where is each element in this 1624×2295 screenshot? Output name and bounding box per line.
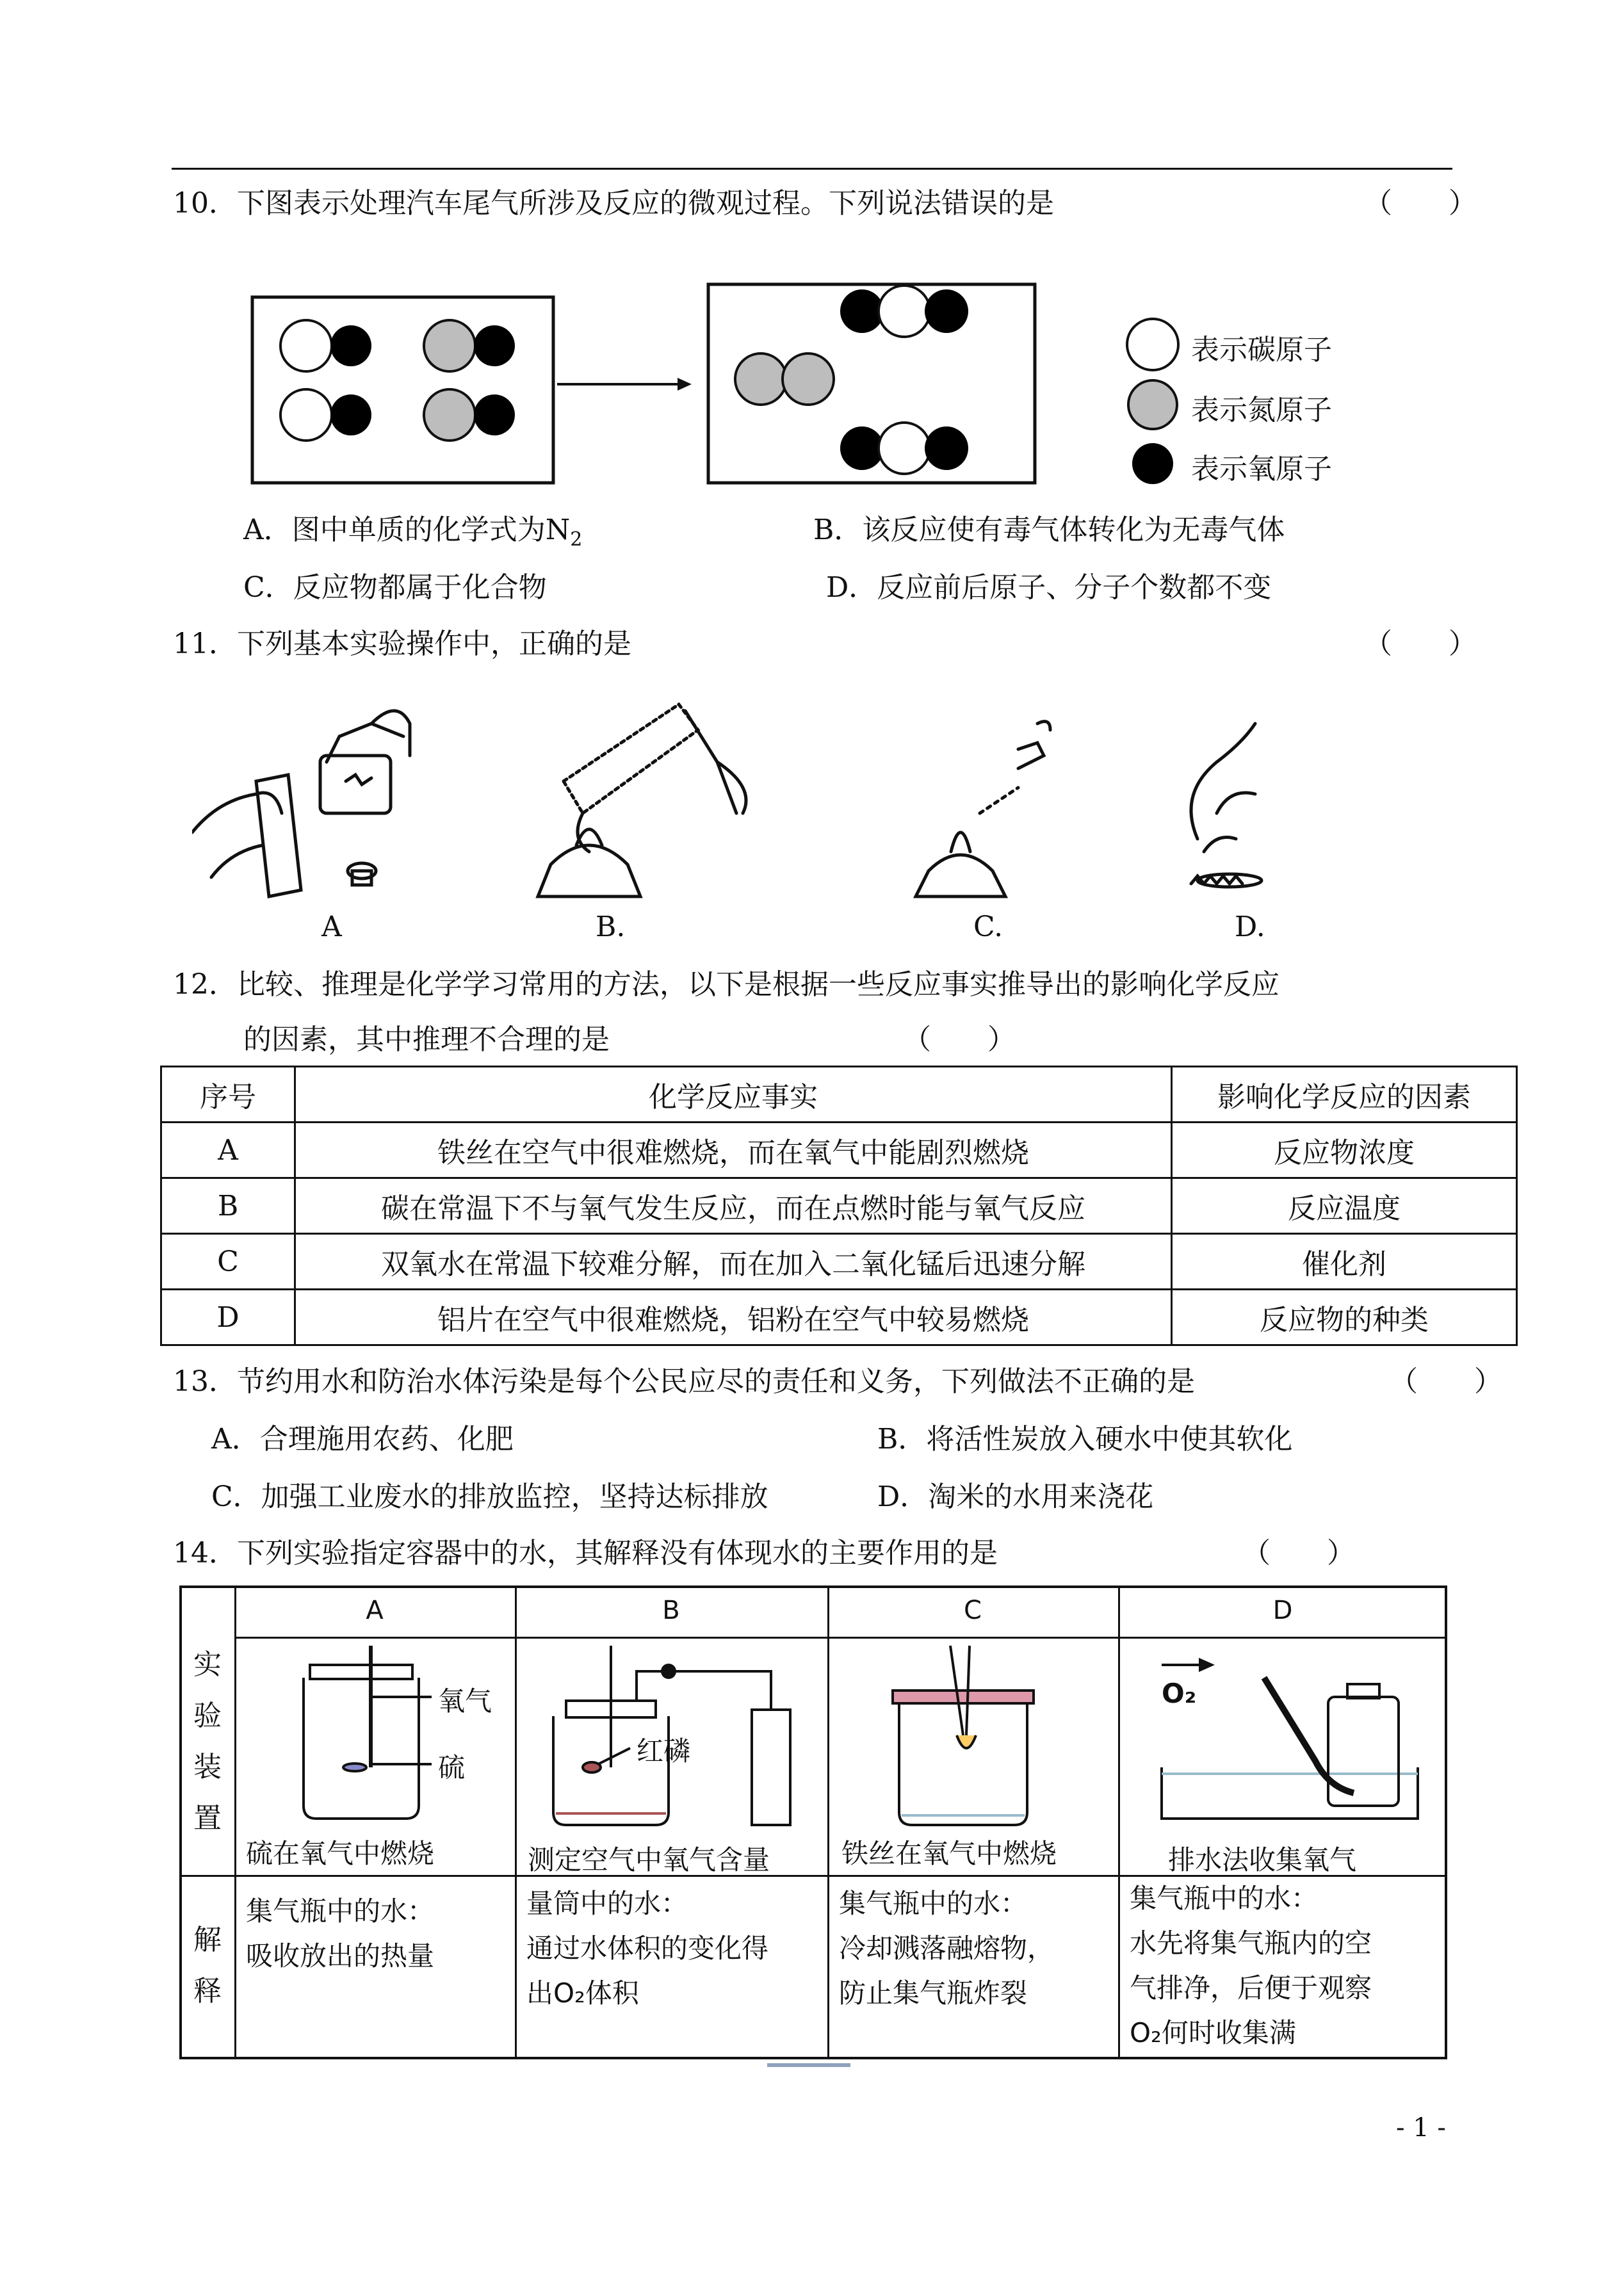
q11-label-d[interactable]: D. — [1235, 911, 1265, 943]
iron-wire-apparatus — [848, 1639, 1104, 1831]
q14-table — [179, 1585, 1447, 2059]
row-fact: 铁丝在空气中很难燃烧，而在氧气中能剧烈燃烧 — [295, 1123, 1172, 1178]
reaction-arrow — [557, 378, 692, 391]
header-fact: 化学反应事实 — [295, 1067, 1172, 1123]
row-label-explanation — [188, 1915, 227, 2017]
q13-option-a[interactable]: A．合理施用农药、化肥 — [211, 1423, 514, 1456]
explanation-line: 量筒中的水： — [526, 1888, 688, 1919]
water-displacement-apparatus — [1136, 1639, 1443, 1831]
row-index: D — [161, 1290, 295, 1345]
q11-label-a[interactable]: A — [321, 911, 342, 943]
table-row[interactable] — [161, 1123, 1517, 1178]
row-factor: 反应物浓度 — [1172, 1123, 1517, 1178]
explanation-d — [1130, 1876, 1372, 2056]
q13-option-b[interactable]: B．将活性炭放入硬水中使其软化 — [877, 1423, 1293, 1456]
pouring-liquid-figure — [192, 711, 410, 896]
q11-label-b[interactable]: B. — [596, 911, 626, 943]
row-fact: 双氧水在常温下较难分解，而在加入二氧化锰后迅速分解 — [295, 1234, 1172, 1290]
caption-d: 排水法收集氧气 — [1168, 1844, 1357, 1876]
header-rule — [172, 168, 1452, 170]
col-header-b: B — [662, 1596, 680, 1625]
q13-option-c[interactable]: C．加强工业废水的排放监控，坚持达标排放 — [211, 1480, 768, 1513]
q12-stem-line1: 12．比较、推理是化学学习常用的方法，以下是根据一些反应事实推导出的影响化学反应 — [173, 968, 1279, 1001]
no-molecule — [424, 389, 515, 441]
lighting-lamp-figure — [916, 722, 1050, 896]
row-fact: 碳在常温下不与氧气发生反应，而在点燃时能与氧气反应 — [295, 1178, 1172, 1234]
table-row[interactable] — [161, 1234, 1517, 1290]
co2-molecule — [840, 286, 968, 337]
explanation-line: 气排净，后便于观察 — [1130, 1972, 1372, 2004]
q10-option-b[interactable]: B．该反应使有毒气体转化为无毒气体 — [813, 514, 1285, 546]
col-divider — [234, 1588, 236, 2059]
row-factor: 催化剂 — [1172, 1234, 1517, 1290]
co-molecule — [280, 389, 371, 441]
q11-answer-paren[interactable]: （ ） — [1364, 628, 1477, 660]
caption-c: 铁丝在氧气中燃烧 — [841, 1838, 1057, 1869]
explanation-line: 集气瓶中的水： — [839, 1888, 1028, 1919]
heating-test-tube-figure — [538, 704, 746, 896]
row-index: B — [161, 1178, 295, 1234]
q12-answer-paren[interactable]: （ ） — [903, 1023, 1016, 1056]
fig-label-red-phosphorus: 红磷 — [637, 1735, 691, 1767]
row-label-char: 解 — [193, 1924, 222, 1956]
explanation-line: 集气瓶中的水： — [246, 1895, 435, 1927]
legend-oxygen-label: 表示氧原子 — [1191, 453, 1332, 485]
header-factor: 影响化学反应的因素 — [1172, 1067, 1517, 1123]
row-index: A — [161, 1123, 295, 1178]
fig-label-sulfur: 硫 — [438, 1752, 466, 1783]
q13-stem: 13．节约用水和防治水体污染是每个公民应尽的责任和义务，下列做法不正确的是 — [173, 1365, 1195, 1398]
caption-a: 硫在氧气中燃烧 — [246, 1838, 435, 1869]
q11-stem: 11．下列基本实验操作中，正确的是 — [173, 628, 631, 660]
explanation-line: 通过水体积的变化得 — [526, 1933, 769, 1964]
row-divider — [234, 1637, 1447, 1639]
q10-option-c[interactable]: C．反应物都属于化合物 — [243, 571, 547, 604]
legend-nitrogen-icon — [1128, 380, 1177, 429]
col-divider — [827, 1588, 829, 2059]
q13-answer-paren[interactable]: （ ） — [1390, 1365, 1502, 1398]
q10-answer-paren[interactable]: （ ） — [1364, 187, 1477, 220]
q12-table — [160, 1066, 1518, 1346]
header-index: 序号 — [161, 1067, 295, 1123]
q13-option-d[interactable]: D．淘米的水用来浇花 — [877, 1480, 1154, 1513]
row-label-char: 装 — [193, 1751, 222, 1783]
q10-option-d[interactable]: D．反应前后原子、分子个数都不变 — [826, 571, 1272, 604]
co-molecule — [280, 320, 371, 371]
explanation-line: 水先将集气瓶内的空 — [1130, 1927, 1372, 1959]
sulfur-burning-apparatus — [278, 1639, 521, 1831]
legend-nitrogen-label: 表示氮原子 — [1191, 394, 1332, 426]
table-row[interactable] — [161, 1290, 1517, 1345]
col-header-d: D — [1272, 1596, 1293, 1625]
row-label-char: 实 — [193, 1648, 222, 1681]
col-divider — [1118, 1588, 1120, 2059]
row-factor: 反应温度 — [1172, 1178, 1517, 1234]
footer-mark — [767, 2063, 850, 2067]
explanation-line: 出O₂体积 — [526, 1977, 639, 2009]
explanation-a — [246, 1889, 434, 1979]
q10-option-a-sub: 2 — [570, 528, 583, 551]
table-header-row — [161, 1067, 1517, 1123]
row-label-char: 置 — [193, 1802, 222, 1835]
q14-stem: 14．下列实验指定容器中的水，其解释没有体现水的主要作用的是 — [173, 1537, 998, 1569]
row-label-char: 释 — [193, 1975, 222, 2007]
explanation-c — [839, 1881, 1054, 2016]
n2-molecule — [735, 353, 834, 405]
fig-label-o2: O₂ — [1162, 1678, 1197, 1709]
explanation-line: 集气瓶中的水： — [1130, 1883, 1319, 1914]
page-number: - 1 - — [1396, 2113, 1446, 2143]
col-header-c: C — [964, 1596, 982, 1625]
co2-molecule — [840, 423, 968, 474]
explanation-line: 吸收放出的热量 — [246, 1940, 435, 1972]
no-molecule — [424, 320, 515, 371]
legend-carbon-icon — [1127, 319, 1178, 370]
q11-operation-figures — [192, 685, 1319, 916]
table-row[interactable] — [161, 1178, 1517, 1234]
row-fact: 铝片在空气中很难燃烧，铝粉在空气中较易燃烧 — [295, 1290, 1172, 1345]
q14-answer-paren[interactable]: （ ） — [1242, 1537, 1355, 1569]
q10-option-a-text: A．图中单质的化学式为N — [243, 514, 571, 546]
hand-picking-figure — [1191, 724, 1262, 887]
q10-option-a[interactable] — [243, 512, 582, 558]
explanation-b — [526, 1881, 768, 2016]
legend-carbon-label: 表示碳原子 — [1191, 334, 1332, 366]
row-label-apparatus — [188, 1639, 227, 1844]
legend-oxygen-icon — [1132, 443, 1173, 484]
q12-stem-line2: 的因素，其中推理不合理的是 — [243, 1023, 610, 1056]
explanation-line: O₂何时收集满 — [1130, 2017, 1296, 2048]
row-index: C — [161, 1234, 295, 1290]
col-header-a: A — [366, 1596, 384, 1625]
q10-stem: 10．下图表示处理汽车尾气所涉及反应的微观过程。下列说法错误的是 — [173, 187, 1054, 220]
fig-label-oxygen: 氧气 — [438, 1685, 492, 1717]
row-factor: 反应物的种类 — [1172, 1290, 1517, 1345]
explanation-line: 防止集气瓶炸裂 — [839, 1977, 1028, 2009]
explanation-line: 冷却溅落融熔物， — [839, 1933, 1055, 1964]
q11-label-c[interactable]: C. — [973, 911, 1003, 943]
caption-b: 测定空气中氧气含量 — [528, 1844, 770, 1876]
row-label-char: 验 — [193, 1699, 222, 1732]
